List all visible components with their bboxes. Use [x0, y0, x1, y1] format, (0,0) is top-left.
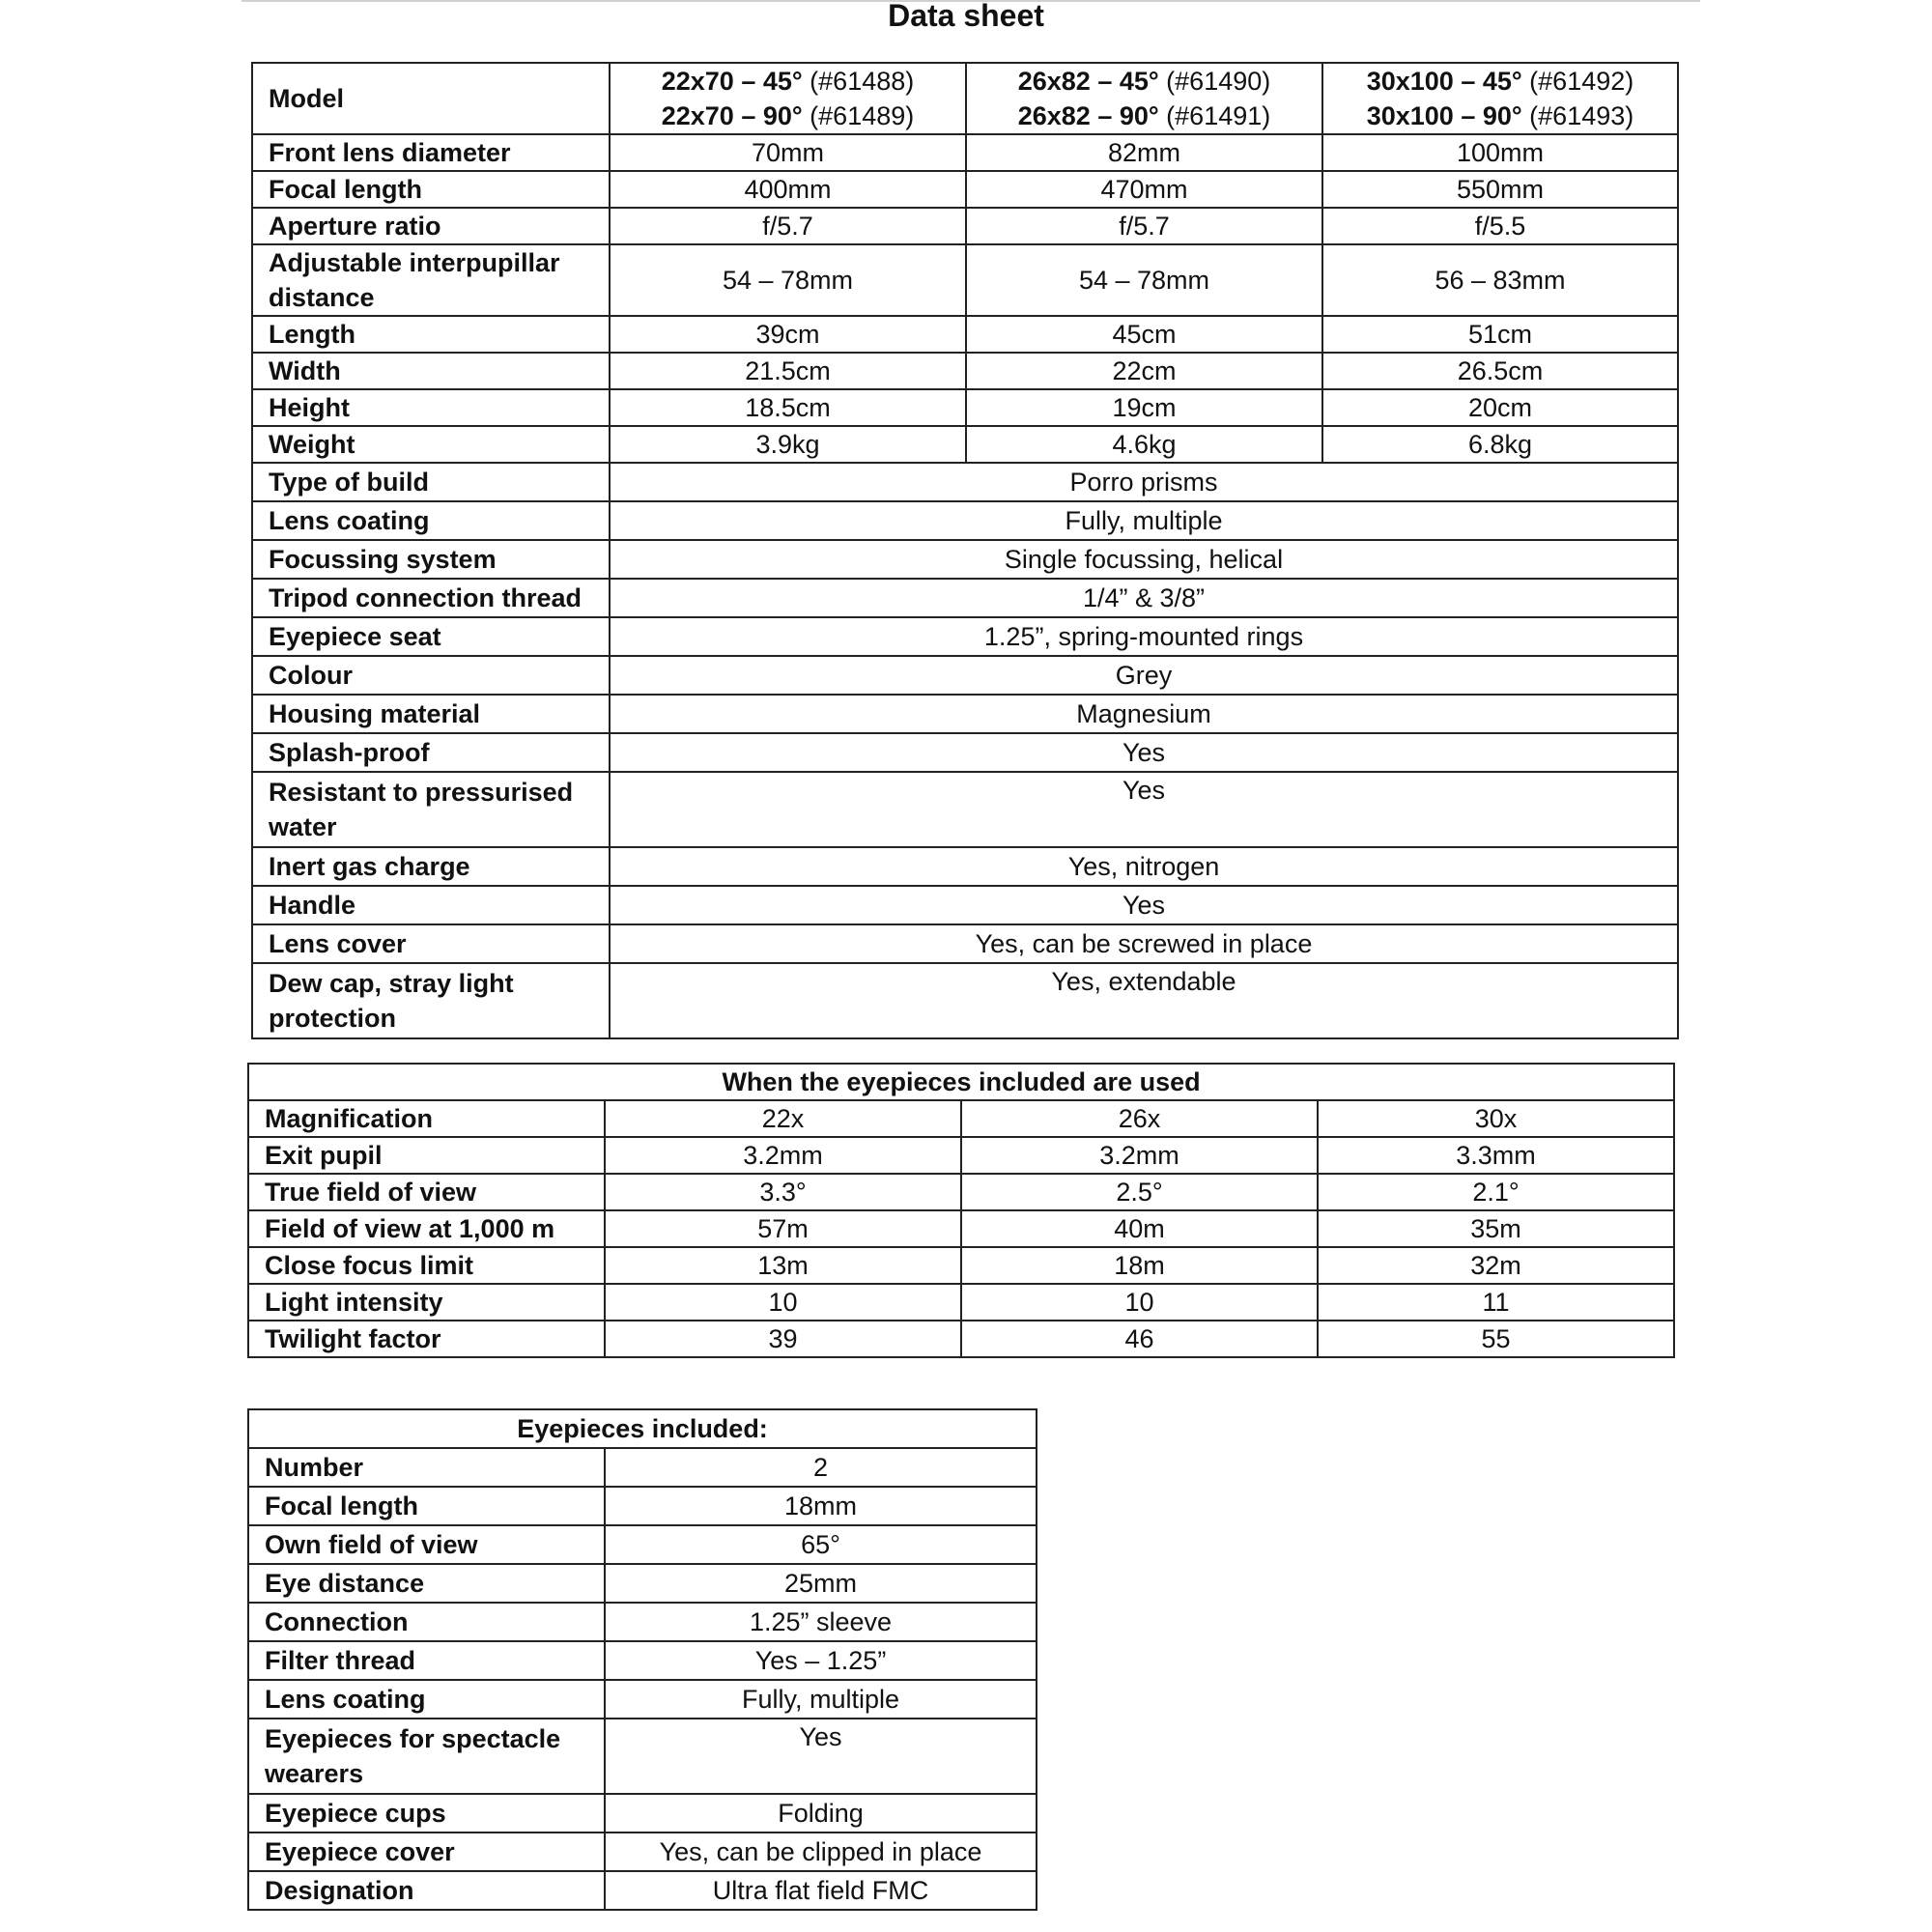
table-row [252, 463, 1678, 501]
value-cell: 3.2mm [961, 1137, 1318, 1174]
row-label: Own field of view [248, 1525, 605, 1564]
value-cell: 6.8kg [1322, 426, 1678, 463]
table-row [252, 426, 1678, 463]
table-row [252, 695, 1678, 733]
row-label: Focal length [252, 171, 610, 208]
value-cell: 18.5cm [610, 389, 966, 426]
row-label: Focal length [248, 1487, 605, 1525]
value-cell: 11 [1318, 1284, 1674, 1321]
row-label: Length [252, 316, 610, 353]
row-label: True field of view [248, 1174, 605, 1210]
table-header-row [248, 1064, 1674, 1100]
table-row [252, 208, 1678, 244]
value-cell: 82mm [966, 134, 1322, 171]
table-row [252, 924, 1678, 963]
value-cell: 10 [961, 1284, 1318, 1321]
value-cell: 56 – 83mm [1322, 244, 1678, 316]
table-row [248, 1448, 1037, 1487]
table-row [252, 389, 1678, 426]
row-label: Connection [248, 1603, 605, 1641]
value-cell: 57m [605, 1210, 961, 1247]
table-row [252, 656, 1678, 695]
value-cell: 18mm [605, 1487, 1037, 1525]
table-row [252, 134, 1678, 171]
value-cell: Folding [605, 1794, 1037, 1833]
table-row [248, 1137, 1674, 1174]
row-label: Twilight factor [248, 1321, 605, 1357]
value-cell: Yes [610, 886, 1678, 924]
value-cell: 22cm [966, 353, 1322, 389]
table-row [248, 1525, 1037, 1564]
value-cell: Yes – 1.25” [605, 1641, 1037, 1680]
value-cell: 22x [605, 1100, 961, 1137]
table-row [252, 540, 1678, 579]
value-cell: 51cm [1322, 316, 1678, 353]
table-header: When the eyepieces included are used [248, 1064, 1674, 1100]
value-cell: 13m [605, 1247, 961, 1284]
table-row [252, 886, 1678, 924]
value-cell: Fully, multiple [605, 1680, 1037, 1719]
row-label: Light intensity [248, 1284, 605, 1321]
row-label: Splash-proof [252, 733, 610, 772]
value-cell: 1/4” & 3/8” [610, 579, 1678, 617]
table-row [248, 1321, 1674, 1357]
row-label: Eyepiece cover [248, 1833, 605, 1871]
table-row [248, 1641, 1037, 1680]
table-row [252, 171, 1678, 208]
value-cell: 2.5° [961, 1174, 1318, 1210]
value-cell: Yes [610, 772, 1678, 847]
row-label: Eyepiece seat [252, 617, 610, 656]
row-label: Exit pupil [248, 1137, 605, 1174]
row-label: Type of build [252, 463, 610, 501]
table-row [248, 1487, 1037, 1525]
value-cell: Yes [605, 1719, 1037, 1794]
specs-table [251, 62, 1679, 1039]
page-title: Data sheet [888, 0, 1044, 33]
row-label: Eye distance [248, 1564, 605, 1603]
value-cell: 4.6kg [966, 426, 1322, 463]
value-cell: 100mm [1322, 134, 1678, 171]
value-cell: 2 [605, 1448, 1037, 1487]
row-label: Designation [248, 1871, 605, 1910]
row-label: Housing material [252, 695, 610, 733]
model-cell: 22x70 – 45° (#61488) 22x70 – 90° (#61489) [610, 63, 966, 134]
row-label: Inert gas charge [252, 847, 610, 886]
model-cell: 30x100 – 45° (#61492) 30x100 – 90° (#61493) [1322, 63, 1678, 134]
value-cell: 54 – 78mm [966, 244, 1322, 316]
value-cell: 54 – 78mm [610, 244, 966, 316]
model-cell: 26x82 – 45° (#61490) 26x82 – 90° (#61491) [966, 63, 1322, 134]
value-cell: 35m [1318, 1210, 1674, 1247]
row-label: Weight [252, 426, 610, 463]
value-cell: Yes, can be clipped in place [605, 1833, 1037, 1871]
table-row [252, 733, 1678, 772]
table-row [252, 772, 1678, 847]
table-row [248, 1284, 1674, 1321]
value-cell: 39 [605, 1321, 961, 1357]
row-label: Lens coating [252, 501, 610, 540]
table-row [252, 316, 1678, 353]
row-label: Adjustable interpupillar distance [252, 244, 610, 316]
value-cell: 3.3° [605, 1174, 961, 1210]
table-row [252, 617, 1678, 656]
value-cell: 40m [961, 1210, 1318, 1247]
value-cell: 30x [1318, 1100, 1674, 1137]
value-cell: 20cm [1322, 389, 1678, 426]
value-cell: Porro prisms [610, 463, 1678, 501]
table-row [248, 1174, 1674, 1210]
value-cell: f/5.7 [966, 208, 1322, 244]
eyepiece-performance-table [247, 1063, 1675, 1358]
table-row [248, 1833, 1037, 1871]
row-label: Lens cover [252, 924, 610, 963]
value-cell: 39cm [610, 316, 966, 353]
value-cell: 65° [605, 1525, 1037, 1564]
value-cell: 470mm [966, 171, 1322, 208]
row-label: Tripod connection thread [252, 579, 610, 617]
value-cell: Fully, multiple [610, 501, 1678, 540]
value-cell: 3.9kg [610, 426, 966, 463]
row-label: Dew cap, stray light protection [252, 963, 610, 1038]
table-row [248, 1564, 1037, 1603]
row-label: Width [252, 353, 610, 389]
value-cell: 400mm [610, 171, 966, 208]
row-label: Colour [252, 656, 610, 695]
value-cell: 70mm [610, 134, 966, 171]
value-cell: Yes, extendable [610, 963, 1678, 1038]
value-cell: f/5.7 [610, 208, 966, 244]
value-cell: 1.25” sleeve [605, 1603, 1037, 1641]
row-label: Filter thread [248, 1641, 605, 1680]
value-cell: f/5.5 [1322, 208, 1678, 244]
value-cell: Yes, can be screwed in place [610, 924, 1678, 963]
value-cell: Ultra flat field FMC [605, 1871, 1037, 1910]
value-cell: 19cm [966, 389, 1322, 426]
value-cell: Single focussing, helical [610, 540, 1678, 579]
value-cell: 45cm [966, 316, 1322, 353]
eyepieces-included-table [247, 1408, 1037, 1911]
row-label: Number [248, 1448, 605, 1487]
row-label: Eyepiece cups [248, 1794, 605, 1833]
table-row [252, 847, 1678, 886]
model-row [252, 63, 1678, 134]
row-label: Focussing system [252, 540, 610, 579]
value-cell: 10 [605, 1284, 961, 1321]
row-label: Handle [252, 886, 610, 924]
value-cell: 3.3mm [1318, 1137, 1674, 1174]
table-header-row [248, 1409, 1037, 1448]
value-cell: Yes [610, 733, 1678, 772]
row-label: Close focus limit [248, 1247, 605, 1284]
value-cell: 550mm [1322, 171, 1678, 208]
value-cell: 46 [961, 1321, 1318, 1357]
table-row [248, 1603, 1037, 1641]
value-cell: Magnesium [610, 695, 1678, 733]
table-header: Eyepieces included: [248, 1409, 1037, 1448]
table-row [252, 244, 1678, 316]
row-label: Resistant to pressurised water [252, 772, 610, 847]
value-cell: 26.5cm [1322, 353, 1678, 389]
row-label: Field of view at 1,000 m [248, 1210, 605, 1247]
row-label: Height [252, 389, 610, 426]
table-row [248, 1871, 1037, 1910]
value-cell: 2.1° [1318, 1174, 1674, 1210]
table-row [252, 579, 1678, 617]
row-label: Aperture ratio [252, 208, 610, 244]
value-cell: Grey [610, 656, 1678, 695]
row-label: Eyepieces for spectacle wearers [248, 1719, 605, 1794]
table-row [248, 1794, 1037, 1833]
value-cell: 3.2mm [605, 1137, 961, 1174]
table-row [252, 963, 1678, 1038]
table-row [248, 1210, 1674, 1247]
row-label: Model [252, 63, 610, 134]
table-row [248, 1100, 1674, 1137]
value-cell: 55 [1318, 1321, 1674, 1357]
value-cell: 21.5cm [610, 353, 966, 389]
value-cell: Yes, nitrogen [610, 847, 1678, 886]
value-cell: 1.25”, spring-mounted rings [610, 617, 1678, 656]
table-row [252, 353, 1678, 389]
table-row [252, 501, 1678, 540]
value-cell: 26x [961, 1100, 1318, 1137]
value-cell: 25mm [605, 1564, 1037, 1603]
row-label: Front lens diameter [252, 134, 610, 171]
table-row [248, 1680, 1037, 1719]
value-cell: 32m [1318, 1247, 1674, 1284]
row-label: Magnification [248, 1100, 605, 1137]
table-row [248, 1719, 1037, 1794]
value-cell: 18m [961, 1247, 1318, 1284]
row-label: Lens coating [248, 1680, 605, 1719]
table-row [248, 1247, 1674, 1284]
